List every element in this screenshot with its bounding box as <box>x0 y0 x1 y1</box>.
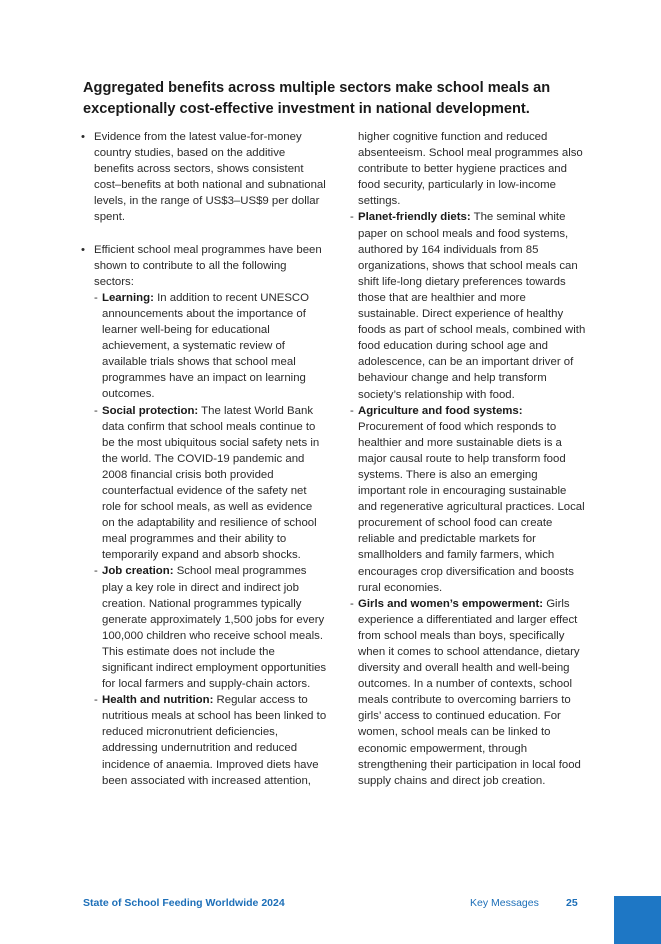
sub-item-job-creation <box>94 563 327 692</box>
sub-item-social-protection <box>94 403 327 564</box>
dash-icon: - <box>94 404 98 417</box>
sub-item-girls-women-empowerment <box>350 596 586 789</box>
dash-icon: - <box>350 211 354 224</box>
sub-item-title: Health and nutrition: <box>102 694 214 707</box>
bullet-text: Evidence from the latest value-for-money country studies, based on the additive benefits across sectors, shows consistent cost–benefits at both national and subnational levels, in the range of US$3–US$9 per dollar spent. <box>94 131 326 224</box>
page-number: 25 <box>566 897 578 909</box>
sub-item-text: In addition to recent UNESCO announcements about the importance of learner well-being for educational achievement, a systematic review of available trials shows that school meal programmes have an impact on learning outcomes. <box>102 291 310 401</box>
sub-item-health-nutrition <box>94 692 327 789</box>
dash-icon: - <box>350 404 354 417</box>
sub-item-planet-friendly-diets <box>350 209 586 402</box>
page-edge-tab <box>614 896 661 944</box>
sub-item-title: Learning: <box>102 291 154 304</box>
dash-icon: - <box>94 291 98 304</box>
bullet-dot-icon: • <box>81 243 85 256</box>
health-nutrition-continued: higher cognitive function and reduced absenteeism. School meal programmes also contribute to better hygiene practices and food security, particularly in low-income settings. <box>358 131 583 208</box>
sub-item-text: School meal programmes play a key role in direct and indirect job creation. National programmes typically generate approximately 1,500 jobs for every 100,000 children who receive school meals. This estimate does not include the significant indirect employment opportunities for local farmers and supply-chain actors. <box>102 565 327 691</box>
bullet-sectors <box>81 242 327 290</box>
dash-icon: - <box>94 694 98 707</box>
footer-section-name: Key Messages <box>470 897 539 909</box>
left-column <box>81 129 327 789</box>
bullet-dot-icon: • <box>81 131 85 143</box>
sub-item-text: The latest World Bank data confirm that school meals continue to be the most ubiquitous social safety nets in the world. The COVID-19 pandemic and 2008 financial crisis both provided counterfactual evidence of the safety net role for school meals, as well as evidence on the adaptability and resilience of school meal programmes and their ability to temporarily expand and absorb shocks. <box>102 404 320 562</box>
right-column <box>350 129 586 789</box>
footer-publication-title: State of School Feeding Worldwide 2024 <box>83 897 285 909</box>
sub-item-title: Girls and women’s empowerment: <box>358 597 544 610</box>
sub-item-agriculture-food-systems <box>350 403 586 596</box>
sub-item-text: Procurement of food which responds to healthier and more sustainable diets is a major causal route to help transform food systems. There is also an emerging important role in encouraging sustainable and regenerative agricultural practices. Local procurement of school food can create reliable and predictable markets for smallholders and family farmers, which encourages crop diversification and boosts rural economies. <box>358 420 585 594</box>
sub-item-learning <box>94 290 327 403</box>
sub-item-text: Regular access to nutritious meals at school has been linked to reduced micronutrient deficiencies, addressing undernutrition and reduced incidence of anaemia. Improved diets have been associated with increased attention, <box>102 694 327 787</box>
bullet-value-for-money <box>81 129 327 226</box>
dash-icon: - <box>350 597 354 610</box>
sub-item-title: Job creation: <box>102 565 174 578</box>
section-heading: Aggregated benefits across multiple sectors make school meals an exceptionally cost-effective investment in national development. <box>83 80 551 117</box>
dash-icon: - <box>94 565 98 578</box>
sub-item-title: Agriculture and food systems: <box>358 404 523 417</box>
sub-item-text: The seminal white paper on school meals and food systems, authored by 164 individuals from 85 organizations, shows that school meals can shift life-long dietary preferences towards those that are healthier and more sustainable. Direct experience of healthy foods as part of school meals, combined with food education during school age and adolescence, can be an important driver of behaviour change and help transform society’s relationship with food. <box>358 211 586 401</box>
sub-item-title: Planet-friendly diets: <box>358 211 471 224</box>
sub-item-title: Social protection: <box>102 404 199 417</box>
bullet-text: Efficient school meal programmes have been shown to contribute to all the following sectors: <box>94 243 322 288</box>
sub-item-text: Girls experience a differentiated and larger effect from school meals than boys, specifically when it comes to school attendance, dietary diversity and overall health and well-being outcomes. In a number of contexts, school meals contribute to overcoming barriers to girls’ access to continued education. For women, school meals can be linked to economic empowerment, through strengthening their participation in local food supply chains and direct job creation. <box>358 597 581 787</box>
